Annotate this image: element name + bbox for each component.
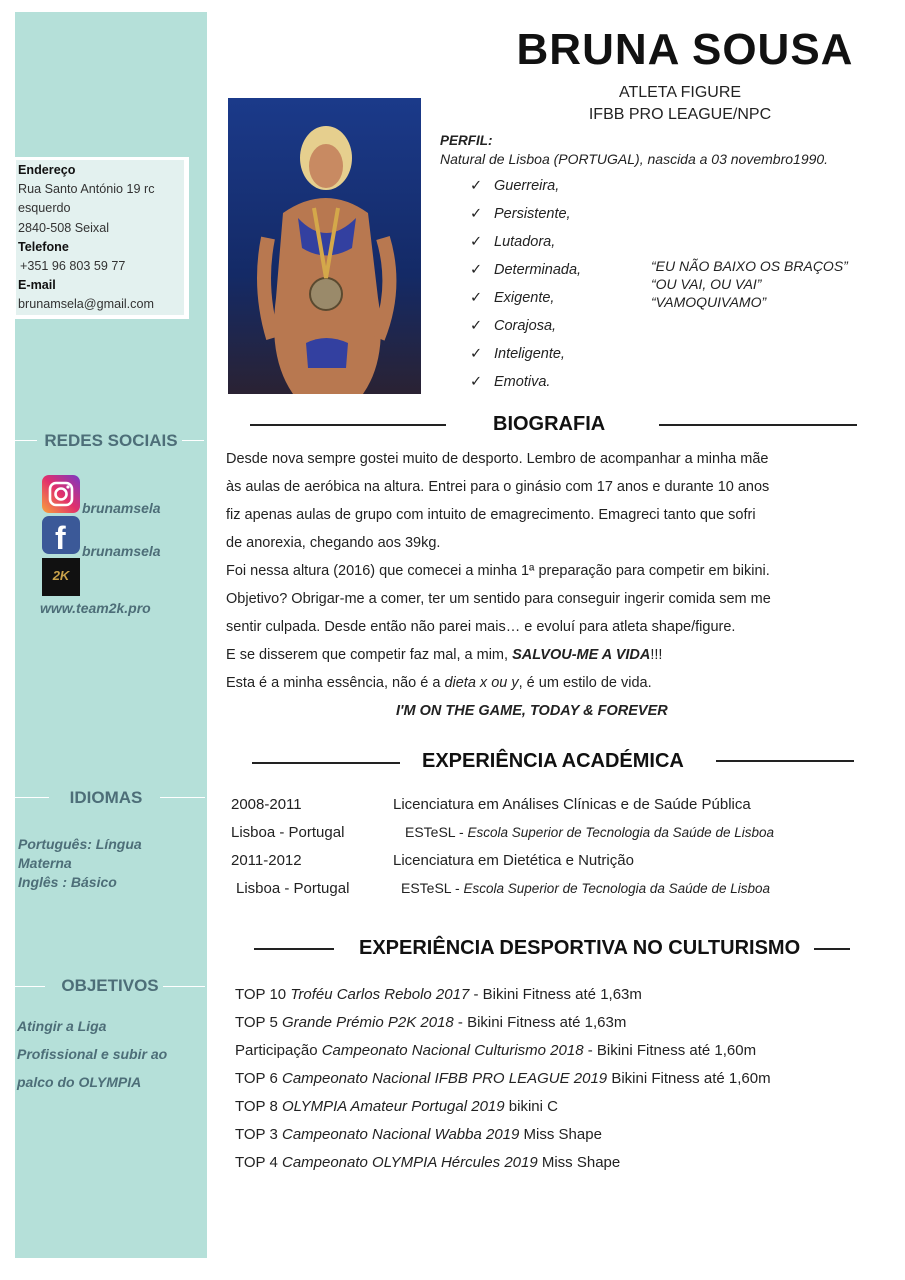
section-rule	[252, 762, 400, 764]
check-icon: ✓	[470, 206, 483, 222]
social-heading: REDES SOCIAIS	[44, 431, 178, 450]
bio-text: E se disserem que competir faz mal, a mim,	[226, 647, 513, 663]
address-line: Rua Santo António 19 rc	[18, 182, 155, 196]
person-name: BRUNA SOUSA	[516, 25, 854, 74]
trait-item	[470, 318, 556, 334]
sport-entry	[235, 986, 642, 1003]
languages-heading: IDIOMAS	[69, 788, 143, 807]
sport-rank: TOP 5	[235, 1014, 282, 1031]
academic-period: 2008-2011	[231, 796, 302, 813]
sport-category: Bikini Fitness até 1,60m	[607, 1070, 771, 1087]
logo-text: 2K	[52, 568, 70, 583]
sport-entry	[235, 1154, 620, 1171]
sport-entry	[235, 1098, 558, 1115]
objective-line: palco do OLYMPIA	[17, 1074, 142, 1090]
website-link[interactable]: www.team2k.pro	[40, 600, 151, 616]
sport-entry	[235, 1070, 771, 1087]
sport-event: Grande Prémio P2K 2018	[281, 1014, 454, 1031]
bio-text: fiz apenas aulas de grupo com intuito de emagrecimento. Emagreci tanto que sofri	[226, 507, 756, 523]
sport-rank: TOP 3	[235, 1126, 282, 1143]
sport-heading: EXPERIÊNCIA DESPORTIVA NO CULTURISMO	[359, 937, 801, 959]
language-line: Inglês : Básico	[18, 874, 117, 890]
section-rule	[716, 760, 854, 762]
subtitle: ATLETA FIGURE	[618, 84, 742, 101]
bio-text: Esta é a minha essência, não é a	[226, 675, 445, 691]
section-rule	[254, 948, 334, 950]
trait-label: Corajosa,	[494, 318, 557, 334]
academic-place: Lisboa - Portugal	[236, 880, 350, 897]
bio-line	[226, 619, 860, 641]
svg-text:f: f	[55, 520, 66, 554]
bio-line	[226, 591, 860, 613]
bio-line	[226, 451, 860, 473]
trait-item	[470, 206, 571, 222]
bio-text: Desde nova sempre gostei muito de desporto. Lembro de acompanhar a minha mãe	[226, 451, 769, 467]
academic-school	[401, 880, 770, 896]
check-icon: ✓	[470, 290, 483, 306]
bio-line	[226, 563, 860, 585]
subtitle: IFBB PRO LEAGUE/NPC	[588, 106, 772, 123]
bio-text: !!!	[650, 647, 663, 663]
check-icon: ✓	[470, 374, 483, 390]
sport-rank: Participação	[235, 1042, 322, 1059]
sport-entry	[235, 1042, 756, 1059]
bio-line	[226, 507, 860, 529]
sport-event: Troféu Carlos Rebolo 2017	[290, 986, 470, 1003]
sport-category: - Bikini Fitness até 1,63m	[469, 986, 642, 1003]
bio-text: às aulas de aeróbica na altura. Entrei para o ginásio com 17 anos e durante 10 anos	[226, 479, 770, 495]
sport-event: Campeonato Nacional Wabba 2019	[281, 1126, 520, 1143]
sport-rank: TOP 6	[235, 1070, 282, 1087]
bio-emphasis: SALVOU-ME A VIDA	[512, 647, 651, 663]
sport-rank: TOP 10	[235, 986, 291, 1003]
bio-text: de anorexia, chegando aos 39kg.	[226, 535, 441, 551]
check-icon: ✓	[470, 262, 483, 278]
biography-heading: BIOGRAFIA	[493, 413, 606, 435]
bio-text: Objetivo? Obrigar-me a comer, ter um sentido para conseguir ingerir comida sem me	[226, 591, 771, 607]
bio-text: , é um estilo de vida.	[518, 675, 652, 691]
check-icon: ✓	[470, 234, 483, 250]
bio-emphasis: dieta x ou y	[444, 675, 519, 691]
language-line: Português: Língua	[18, 836, 142, 852]
instagram-icon[interactable]	[42, 475, 80, 513]
sport-rank: TOP 4	[235, 1154, 282, 1171]
sport-category: - Bikini Fitness até 1,63m	[453, 1014, 627, 1031]
bio-text: sentir culpada. Desde então não parei mais… e evoluí para atleta shape/figure.	[226, 619, 736, 635]
trait-item	[470, 178, 559, 194]
bio-line	[226, 647, 662, 663]
language-line: Materna	[18, 855, 72, 871]
bio-line	[226, 675, 652, 691]
sport-category: - Bikini Fitness até 1,60m	[583, 1042, 757, 1059]
address-line: esquerdo	[18, 201, 71, 215]
quote: “VAMOQUIVAMO”	[651, 294, 767, 310]
academic-title: Licenciatura em Dietética e Nutrição	[393, 852, 634, 869]
trait-label: Emotiva.	[494, 374, 551, 390]
bio-text: Foi nessa altura (2016) que comecei a minha 1ª preparação para competir em bikini.	[226, 563, 770, 579]
section-rule	[659, 424, 857, 426]
school-abbr: ESTeSL -	[401, 880, 464, 896]
section-rule	[250, 424, 446, 426]
trait-item	[470, 374, 550, 390]
school-abbr: ESTeSL -	[405, 824, 468, 840]
academic-heading: EXPERIÊNCIA ACADÉMICA	[422, 750, 684, 772]
trait-label: Inteligente,	[494, 346, 565, 362]
sport-event: Campeonato OLYMPIA Hércules 2019	[281, 1154, 538, 1171]
academic-school	[405, 824, 774, 840]
school-name: Escola Superior de Tecnologia da Saúde de Lisboa	[463, 881, 770, 896]
check-icon: ✓	[470, 346, 483, 362]
address-line: 2840-508 Seixal	[18, 221, 110, 235]
section-rule	[814, 948, 850, 950]
phone-number: +351 96 803 59 77	[20, 259, 126, 273]
trait-item	[470, 234, 555, 250]
sport-entry	[235, 1014, 626, 1031]
contact-box	[14, 157, 189, 319]
academic-place: Lisboa - Portugal	[231, 824, 345, 841]
objective-line: Profissional e subir ao	[17, 1046, 168, 1062]
check-icon: ✓	[470, 178, 483, 194]
academic-period: 2011-2012	[231, 852, 302, 869]
objectives-heading: OBJETIVOS	[61, 976, 159, 995]
sport-event: Campeonato Nacional Culturismo 2018	[321, 1042, 584, 1059]
trait-item	[470, 262, 581, 278]
trait-label: Guerreira,	[494, 178, 560, 194]
address-label: Endereço	[18, 163, 76, 177]
bio-line	[226, 535, 860, 557]
academic-title: Licenciatura em Análises Clínicas e de Saúde Pública	[393, 796, 751, 813]
quote: “OU VAI, OU VAI”	[651, 276, 762, 292]
bio-line	[226, 479, 860, 501]
email-label: E-mail	[18, 278, 56, 292]
trait-label: Persistente,	[494, 206, 571, 222]
check-icon: ✓	[470, 318, 483, 334]
school-name: Escola Superior de Tecnologia da Saúde de Lisboa	[467, 825, 774, 840]
motto: I'M ON THE GAME, TODAY & FOREVER	[396, 703, 668, 719]
trait-label: Lutadora,	[494, 234, 556, 250]
sport-entry	[235, 1126, 602, 1143]
facebook-icon[interactable]	[42, 516, 80, 554]
email-address: brunamsela@gmail.com	[18, 297, 154, 311]
contact-inner	[16, 160, 184, 315]
instagram-handle[interactable]: brunamsela	[82, 500, 161, 516]
objective-line: Atingir a Liga	[17, 1018, 107, 1034]
quote: “EU NÃO BAIXO OS BRAÇOS”	[651, 258, 848, 274]
trait-label: Exigente,	[494, 290, 555, 306]
profile-label: PERFIL:	[440, 133, 493, 148]
profile-text: Natural de Lisboa (PORTUGAL), nascida a 03 novembro1990.	[440, 151, 829, 167]
team2k-logo	[42, 558, 80, 596]
facebook-handle[interactable]: brunamsela	[82, 543, 161, 559]
sport-event: OLYMPIA Amateur Portugal 2019	[281, 1098, 505, 1115]
trait-item	[470, 346, 565, 362]
sport-category: Miss Shape	[519, 1126, 602, 1143]
trait-item	[470, 290, 554, 306]
sport-rank: TOP 8	[235, 1098, 282, 1115]
sport-event: Campeonato Nacional IFBB PRO LEAGUE 2019	[281, 1070, 608, 1087]
sport-category: bikini C	[504, 1098, 558, 1115]
trait-label: Determinada,	[494, 262, 582, 278]
phone-label: Telefone	[18, 240, 69, 254]
sport-category: Miss Shape	[537, 1154, 621, 1171]
profile-photo	[228, 98, 421, 394]
